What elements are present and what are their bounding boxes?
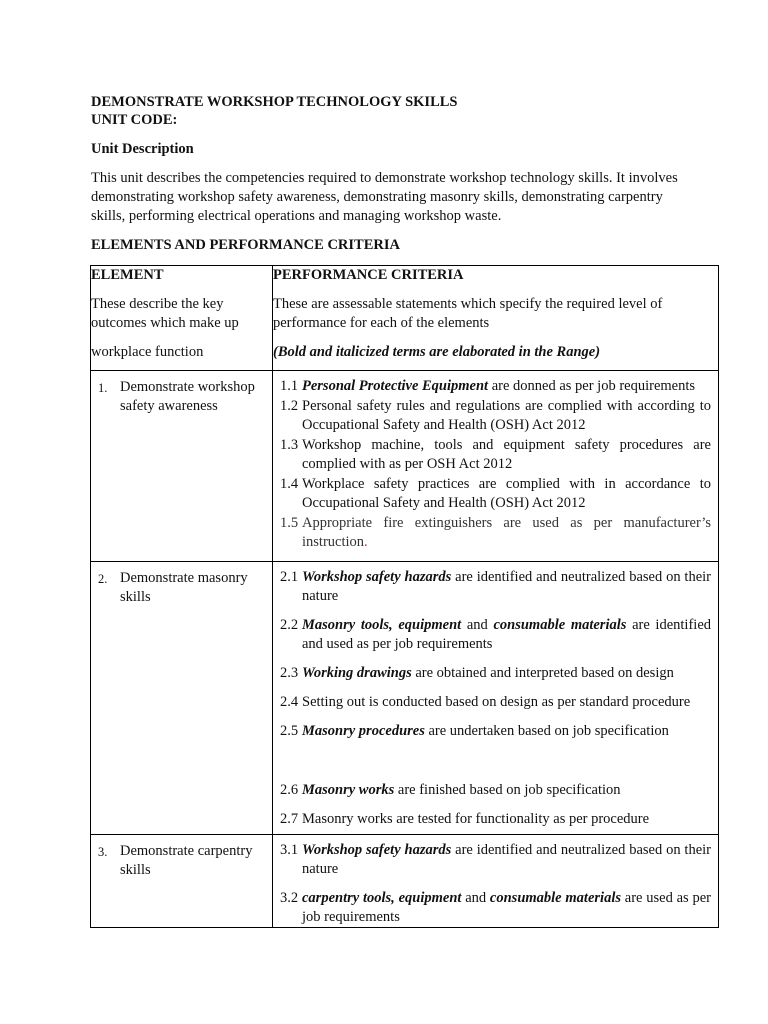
criteria-cell [273,371,719,562]
element-column-description: These describe the key outcomes which make up [91,296,239,331]
table-row [91,835,719,928]
criterion-text: are identified and used as per job requirements [302,617,712,652]
criterion-text: are donned as per job requirements [488,378,696,394]
element-number: 3. [98,845,108,859]
criteria-column-title: PERFORMANCE CRITERIA [273,267,464,283]
criterion-number: 2.5 [280,723,299,739]
criterion-item [273,781,718,800]
unit-title: DEMONSTRATE WORKSHOP TECHNOLOGY SKILLS [91,94,458,110]
unit-title-block [91,93,457,129]
element-cell [91,835,273,928]
unit-description-heading: Unit Description [91,141,194,157]
criterion-text: Personal safety rules and regulations are complied with according to Occupational Safety and Health (OSH) Act 2012 [302,398,711,433]
element-cell [91,371,273,562]
criterion-number: 2.4 [280,694,299,710]
criterion-text: are finished based on job specification [394,782,621,798]
criterion-number: 2.1 [280,569,299,585]
criterion-number: 2.2 [280,617,299,633]
criteria-column-description: These are assessable statements which specify the required level of performance for each of the elements [273,296,663,331]
criterion-range-term: carpentry tools, equipment [302,890,462,906]
criterion-range-term: Personal Protective Equipment [302,378,489,394]
criteria-cell [273,562,719,835]
criterion-number: 2.6 [280,782,299,798]
element-item [91,378,272,416]
element-column-description-cont: workplace function [91,344,204,360]
criterion-item [273,722,718,741]
criterion-number: 1.4 [280,476,299,492]
criterion-range-term: Masonry tools, equipment [302,617,462,633]
table-row [91,371,719,562]
criterion-range-term: consumable materials [489,890,621,906]
unit-code-label: UNIT CODE: [91,112,178,128]
criterion-range-term: Masonry procedures [302,723,425,739]
criterion-number: 1.5 [280,515,299,531]
element-label: Demonstrate carpentry skills [120,843,253,878]
criterion-connector: and [461,617,494,633]
criterion-text: are used as per job requirements [302,890,711,925]
criteria-cell [273,835,719,928]
criterion-item [273,889,718,927]
unit-description-text: This unit describes the competencies required to demonstrate workshop technology skills. It involves demonstrating workshop safety awareness, demonstrating masonry skills, demonstrating carpentry skills, performing electrical operations and managing workshop waste. [91,170,678,224]
criterion-range-term: Masonry works [302,782,395,798]
criterion-range-term: consumable materials [493,617,627,633]
element-header-cell [91,266,273,371]
element-label: Demonstrate masonry skills [120,570,248,605]
table-header-row [91,266,719,371]
criterion-number: 2.3 [280,665,299,681]
element-item [91,842,272,880]
element-number: 1. [98,381,108,395]
element-cell [91,562,273,835]
criterion-item [273,377,718,396]
criterion-number: 1.3 [280,437,299,453]
criterion-text: are obtained and interpreted based on design [411,665,674,681]
criterion-item [273,436,718,474]
criterion-number: 3.2 [280,890,299,906]
criterion-text: Workshop machine, tools and equipment safety procedures are complied with as per OSH Act 2012 [302,437,711,472]
element-label: Demonstrate workshop safety awareness [120,379,255,414]
criterion-text: are identified and neutralized based on their nature [302,842,711,877]
criterion-item [273,475,718,513]
criterion-item [273,841,718,879]
criteria-column-note: (Bold and italicized terms are elaborated in the Range) [273,344,601,360]
criterion-number: 2.7 [280,811,299,827]
criterion-text: are identified and neutralized based on their nature [302,569,711,604]
criterion-item [273,810,718,829]
criterion-number: 3.1 [280,842,299,858]
elements-heading: ELEMENTS AND PERFORMANCE CRITERIA [91,237,400,253]
criterion-item [273,568,718,606]
criterion-item [273,693,718,712]
criterion-text: Workplace safety practices are complied with in accordance to Occupational Safety and Health (OSH) Act 2012 [302,476,711,511]
criterion-end-mark: . [364,534,368,550]
criterion-text: Appropriate fire extinguishers are used as per manufacturer’s instruction [302,515,711,550]
criterion-number: 1.1 [280,378,299,394]
elements-criteria-table [90,265,719,928]
element-item [91,569,272,607]
criterion-item [273,616,718,654]
criterion-text: are undertaken based on job specification [424,723,669,739]
element-number: 2. [98,572,108,586]
element-column-title: ELEMENT [91,267,164,283]
criterion-number: 1.2 [280,398,299,414]
criterion-text: Masonry works are tested for functionality as per procedure [302,811,650,827]
criterion-connector: and [461,890,490,906]
criterion-range-term: Workshop safety hazards [302,842,452,858]
table-row [91,562,719,835]
criterion-text: Setting out is conducted based on design as per standard procedure [302,694,691,710]
criterion-item [273,514,718,552]
criterion-range-term: Workshop safety hazards [302,569,452,585]
criterion-item [273,397,718,435]
criterion-item [273,664,718,683]
criterion-range-term: Working drawings [302,665,412,681]
criteria-header-cell [273,266,719,371]
